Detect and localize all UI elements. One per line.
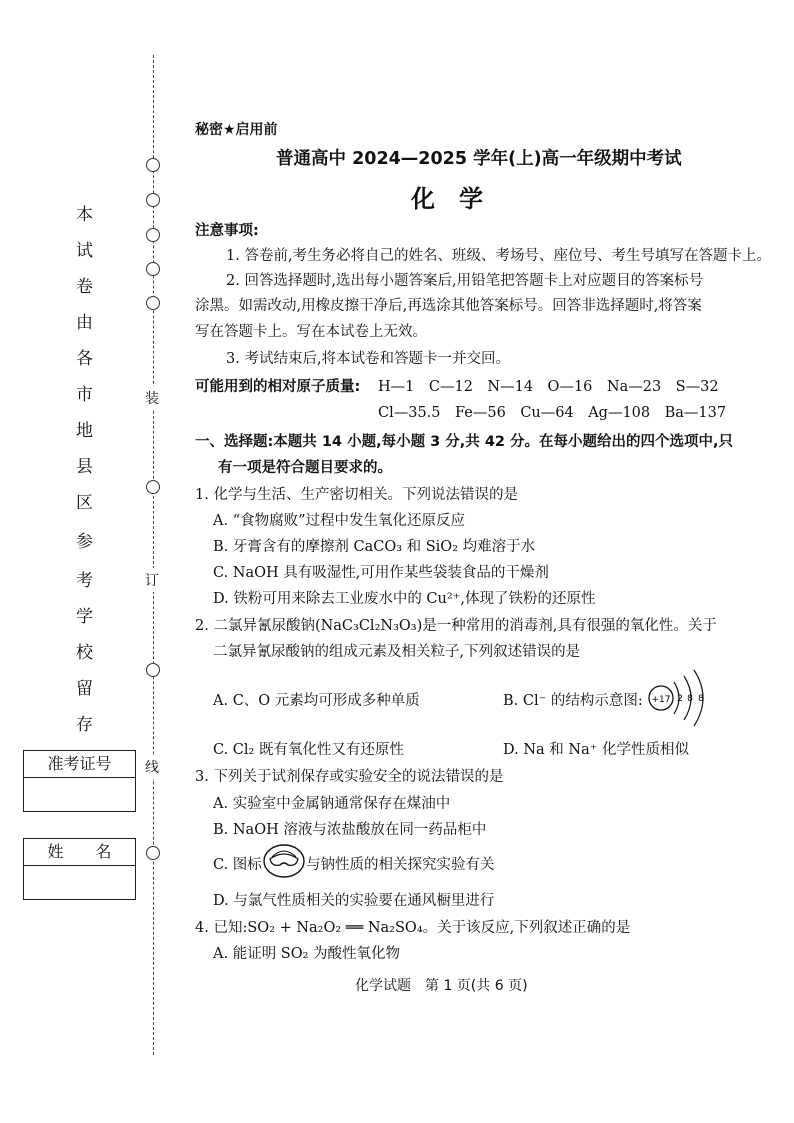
q1-option-d: D. 铁粉可用来除去工业废水中的 Cu²⁺,体现了铁粉的还原性 [213,591,596,607]
confidential-label: 秘密★启用前 [195,122,278,138]
section1-title-cont: 有一项是符合题目要求的。 [218,460,392,476]
q3-option-c-suffix: 与钠性质的相关探究实验有关 [306,857,495,873]
q3-option-b: B. NaOH 溶液与浓盐酸放在同一药品柜中 [213,822,487,838]
q2-option-d: D. Na 和 Na⁺ 化学性质相似 [503,742,689,758]
q2-stem: 2. 二氯异氰尿酸钠(NaC₃Cl₂N₃O₃)是一种常用的消毒剂,具有很强的氧化性。关于 [195,618,717,634]
exam-title: 普通高中 2024—2025 学年(上)高一年级期中考试 [276,149,682,169]
margin-note-char: 市 [76,385,93,405]
q4-option-a: A. 能证明 SO₂ 为酸性氧化物 [213,946,401,962]
margin-note-char: 学 [76,607,93,627]
margin-note-char: 区 [76,493,93,513]
q1-option-c: C. NaOH 具有吸湿性,可用作某些袋装食品的干燥剂 [213,565,549,581]
exam-number-box [23,750,136,812]
margin-note-char: 考 [76,571,93,591]
q1-option-a: A. “食物腐败”过程中发生氧化还原反应 [213,513,466,529]
binding-word-xian: 线 [145,755,159,779]
q3-stem: 3. 下列关于试剂保存或实验安全的说法错误的是 [195,769,504,785]
notes-item: 写在答题卡上。写在本试卷上无效。 [195,324,427,340]
safety-goggles-icon [262,843,306,879]
margin-note-char: 卷 [76,277,93,297]
name-label: 姓 名 [24,839,135,866]
margin-note-char: 本 [76,205,93,225]
q2-option-c: C. Cl₂ 既有氧化性又有还原性 [213,742,404,758]
notes-item: 2. 回答选择题时,选出每小题答案后,用铅笔把答题卡上对应题目的答案标号 [226,273,704,289]
atomic-mass-line2: Cl—35.5 Fe—56 Cu—64 Ag—108 Ba—137 [378,405,727,421]
q1-option-b: B. 牙膏含有的摩擦剂 CaCO₃ 和 SiO₂ 均难溶于水 [213,539,536,555]
q3-option-c-prefix: C. 图标 [213,857,262,873]
page-footer: 化学试题 第 1 页(共 6 页) [355,978,528,994]
q4-stem: 4. 已知:SO₂ + Na₂O₂ ══ Na₂SO₄。关于该反应,下列叙述正确的是 [195,920,631,936]
binding-hole [146,480,160,494]
chloride-ion-structure-diagram [644,668,724,732]
shell-electron-count: 8 [698,694,704,704]
margin-note-char: 存 [76,715,93,735]
shell-electron-count: 8 [687,694,693,704]
binding-hole [146,663,160,677]
margin-note-char: 参 [76,532,93,552]
margin-note-char: 地 [76,421,93,441]
margin-note-char: 县 [76,457,93,477]
binding-word-ding: 订 [145,568,159,592]
q3-option-a: A. 实验室中金属钠通常保存在煤油中 [213,796,451,812]
q2-option-a: A. C、O 元素均可形成多种单质 [213,693,420,709]
exam-number-label: 准考证号 [24,751,135,778]
name-field[interactable] [24,866,135,899]
margin-note-char: 校 [76,643,93,663]
subject-title: 化学 [411,185,507,213]
binding-hole [146,262,160,276]
margin-note-char: 各 [76,349,93,369]
q2-stem-cont: 二氯异氰尿酸钠的组成元素及相关粒子,下列叙述错误的是 [213,644,581,660]
q3-option-d: D. 与氯气性质相关的实验要在通风橱里进行 [213,893,495,909]
margin-note-char: 留 [76,679,93,699]
notes-title: 注意事项: [195,223,259,239]
notes-item: 3. 考试结束后,将本试卷和答题卡一并交回。 [226,351,511,367]
exam-number-field[interactable] [24,778,135,811]
atomic-mass-label: 可能用到的相对原子质量: [195,379,361,395]
notes-item: 涂黑。如需改动,用橡皮擦干净后,再选涂其他答案标号。回答非选择题时,将答案 [195,298,702,314]
notes-item: 1. 答卷前,考生务必将自己的姓名、班级、考场号、座位号、考生号填写在答题卡上。 [226,248,772,264]
q1-stem: 1. 化学与生活、生产密切相关。下列说法错误的是 [195,487,518,503]
q2-option-b: B. Cl⁻ 的结构示意图: [503,693,643,709]
binding-hole [146,228,160,242]
section1-title: 一、选择题:本题共 14 小题,每小题 3 分,共 42 分。在每小题给出的四个选项中,只 [195,434,734,450]
margin-note-char: 由 [76,313,93,333]
name-box [23,838,136,900]
binding-hole [146,296,160,310]
atomic-mass-line1: H—1 C—12 N—14 O—16 Na—23 S—32 [378,379,719,395]
binding-hole [146,193,160,207]
binding-hole [146,846,160,860]
binding-hole [146,158,160,172]
shell-electron-count: 2 [677,694,683,704]
binding-word-zhuang: 装 [145,386,159,410]
nucleus-charge-label: +17 [651,695,671,705]
margin-note-char: 试 [76,241,93,261]
